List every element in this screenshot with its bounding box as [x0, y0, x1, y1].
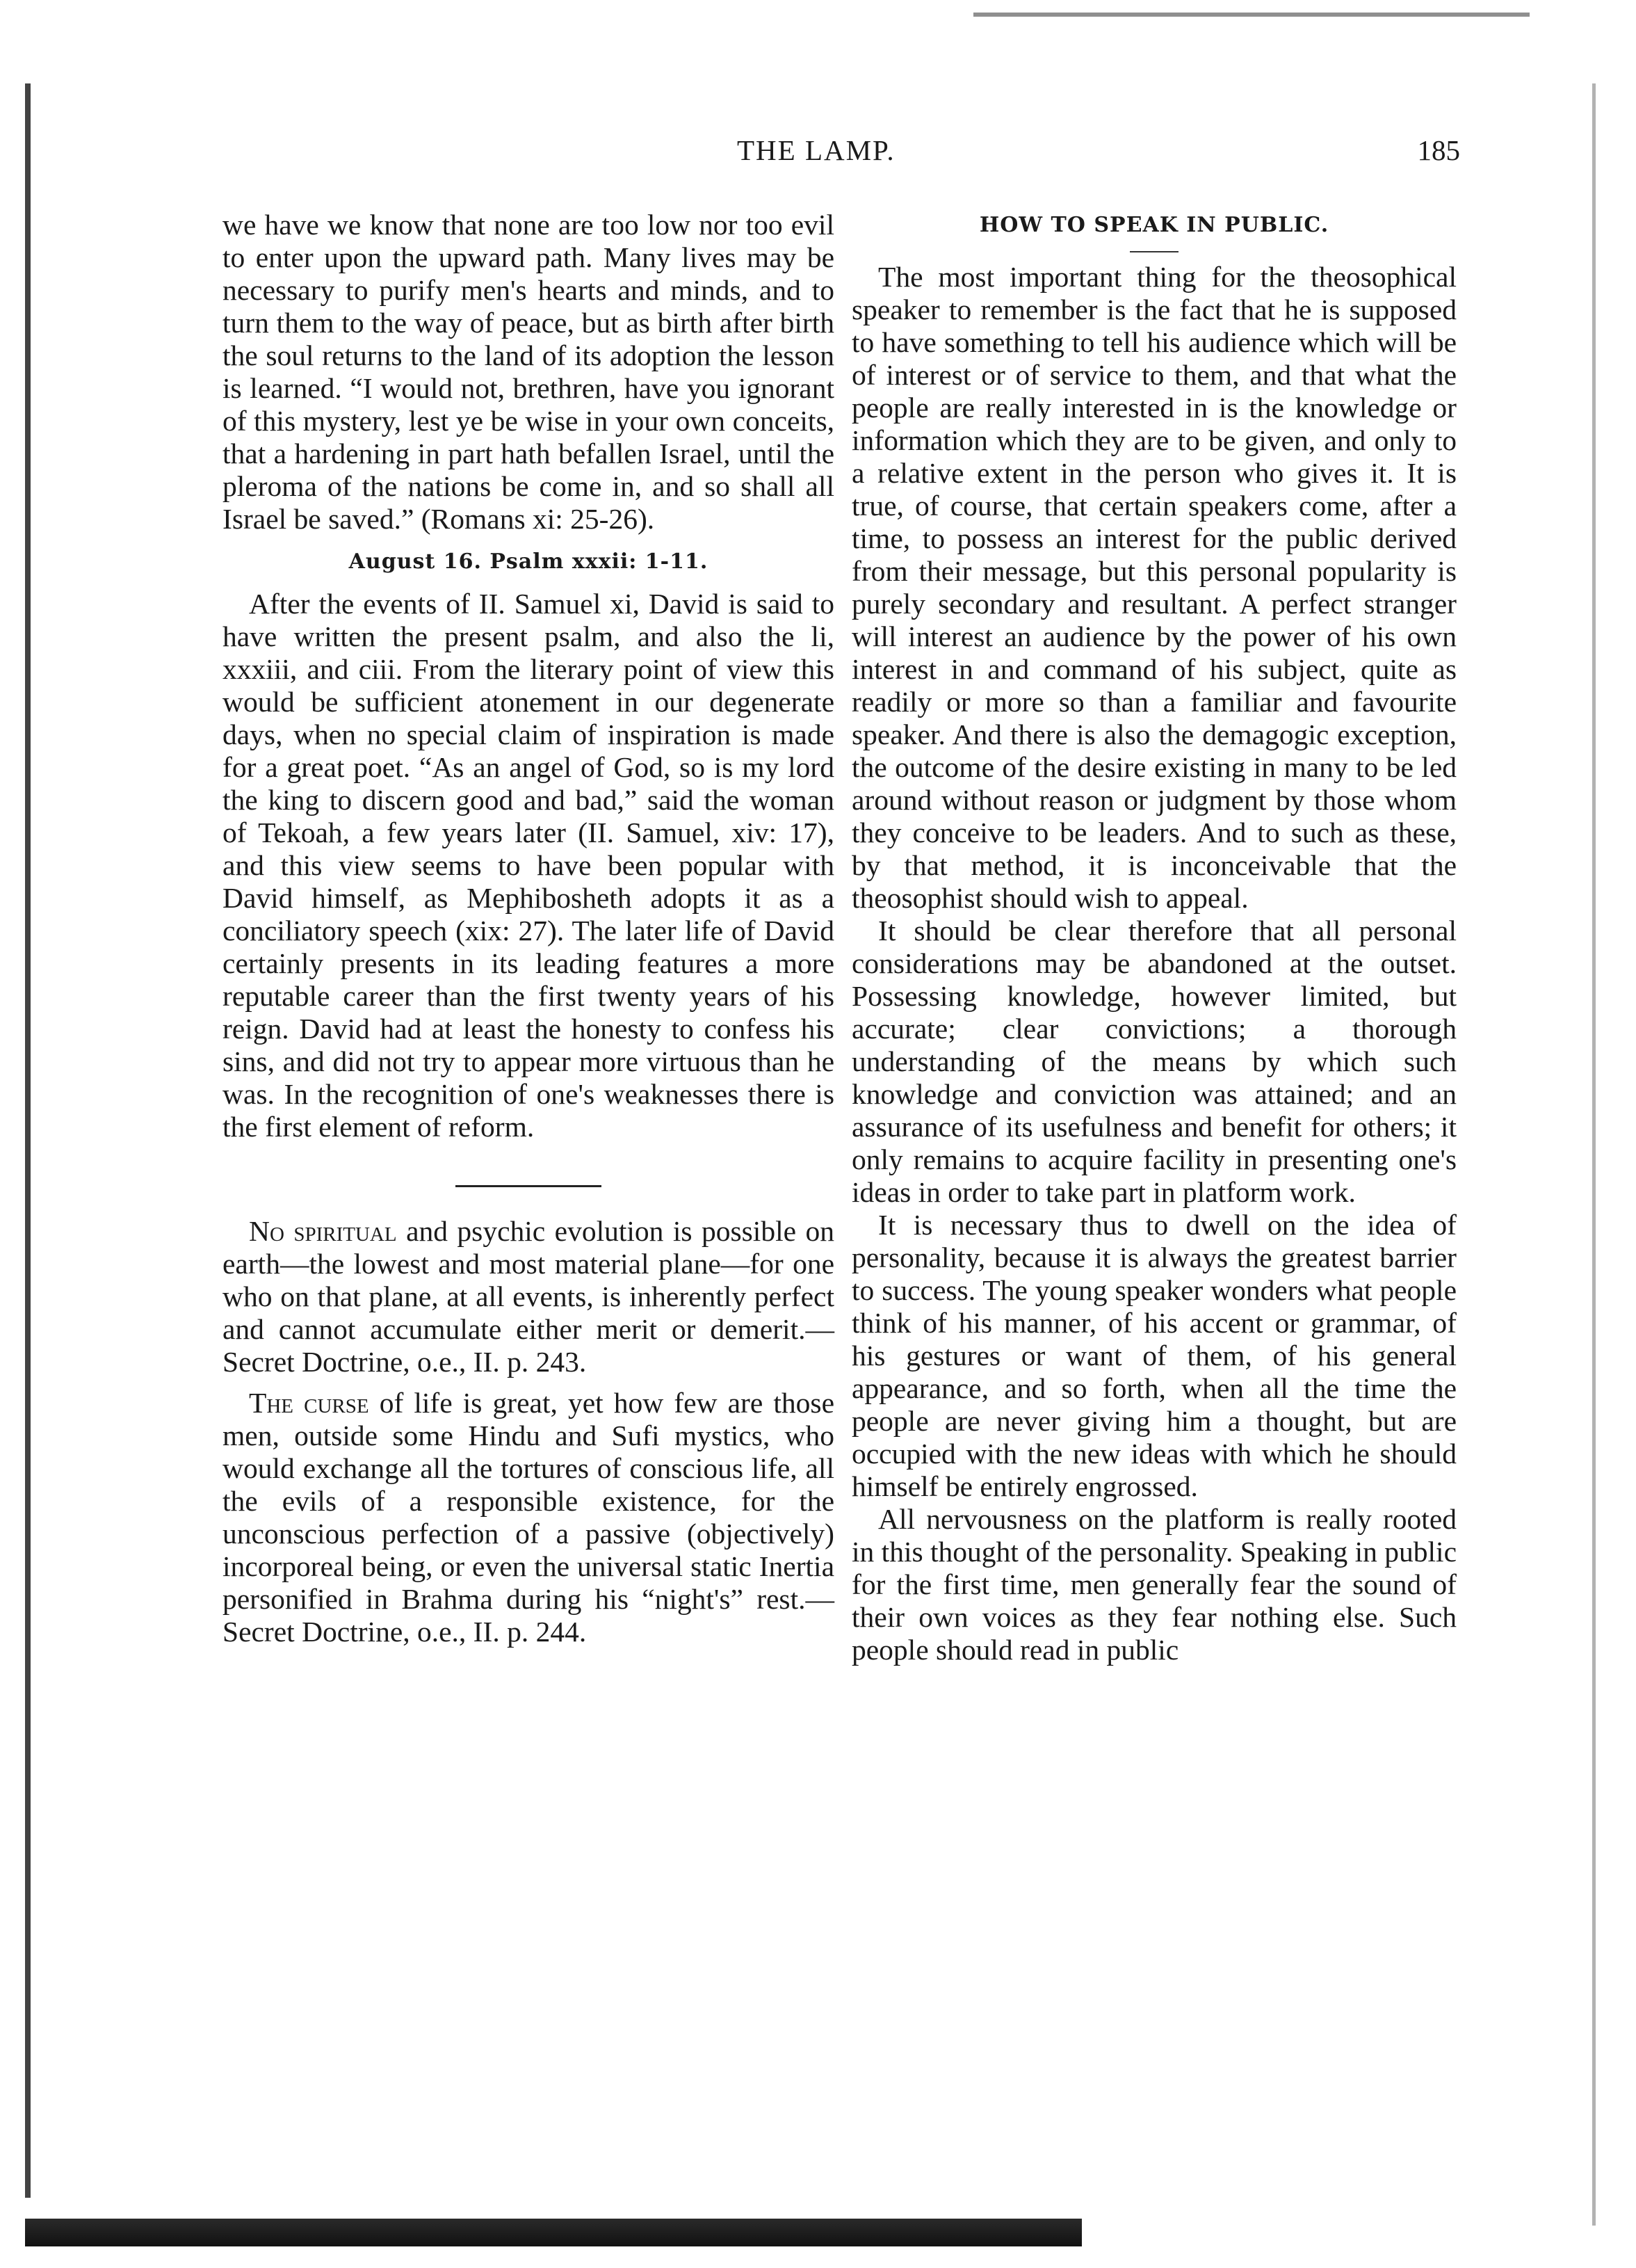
quote-lead: No spiritual — [249, 1215, 397, 1247]
quote-spiritual-evolution — [222, 1215, 834, 1378]
paragraph-continuation: we have we know that none are too low nor too evil to enter upon the upward path. Many lives may be necessary to purify men's hearts and minds, and to turn them to the way of peace, but as birth after birth the soul returns to the land of its adoption the lesson is learned. “I would not, brethren, have you ignorant of this mystery, lest ye be wise in your own conceits, that a hardening in part hath befallen Israel, until the pleroma of the nations be come in, and so shall all Israel be saved.” (Romans xi: 25-26). — [222, 209, 834, 535]
quote-body: of life is great, yet how few are those men, outside some Hindu and Sufi mystics, who would exchange all the tortures of conscious life, all the evils of a responsible existence, for the unconscious perfection of a passive (objectively) incorporeal being, or even the universal static Inertia personified in Brahma during his “night's” rest.—Secret Doctrine, o.e., II. p. 244. — [222, 1387, 834, 1648]
article-paragraph: All nervousness on the platform is really rooted in this thought of the personality. Speaking in public for the first time, men generally fear the sound of their own voices as they fear nothing else. Such people should read in public — [852, 1503, 1457, 1666]
paragraph-psalm: After the events of II. Samuel xi, David is said to have written the present psalm, and also the li, xxxiii, and ciii. From the literary point of view this would be sufficient atonement in our degenerate days, when no special claim of inspiration is made for a great poet. “As an angel of God, so is my lord the king to discern good and bad,” said the woman of Tekoah, a few years later (II. Samuel, xiv: 17), and this view seems to have been popular with David himself, as Mephibosheth adopts it as a conciliatory speech (xix: 27). The later life of David certainly presents in its leading features a more reputable career than the first twenty years of his reign. David had at least the honesty to confess his sins, and did not try to appear more virtuous than he was. In the recognition of one's weaknesses there is the first element of reform. — [222, 588, 834, 1143]
article-paragraph: It should be clear therefore that all personal considerations may be abandoned at the outset. Possessing knowledge, however limited, but accurate; clear convictions; a thorough understanding of the means by which such knowledge and conviction was attained; and an assurance of its usefulness and benefit for others; it only remains to acquire facility in presenting one's ideas in order to take part in platform work. — [852, 915, 1457, 1208]
right-column — [852, 209, 1457, 1666]
page-number: 185 — [1417, 134, 1460, 166]
article-paragraph: It is necessary thus to dwell on the idea of personality, because it is always the greatest barrier to success. The young speaker wonders what people think of his manner, of his accent or grammar, of his gestures or want of them, of his general appearance, and so forth, when all the time the people are never giving him a thought, but are occupied with the new ideas with which he should himself be entirely engrossed. — [852, 1209, 1457, 1502]
running-title: THE LAMP. — [737, 134, 896, 166]
quote-curse-of-life — [222, 1387, 834, 1648]
page-header — [209, 134, 1460, 175]
scan-edge-top — [973, 13, 1530, 17]
article-title: HOW TO SPEAK IN PUBLIC. — [979, 213, 1329, 237]
scan-edge-left — [25, 83, 31, 2198]
section-divider — [455, 1185, 601, 1187]
left-column — [222, 209, 834, 1648]
quote-lead: The curse — [249, 1387, 369, 1419]
quote-body: and psychic evolution is possible on earth—the lowest and most material plane—for one who on that plane, at all events, is inherently perfect and cannot accumulate either merit or demerit.—Secret Doctrine, o.e., II. p. 243. — [222, 1215, 834, 1378]
reading-heading: August 16. Psalm xxxii: 1-11. — [348, 549, 708, 574]
scan-edge-bottom — [25, 2219, 1082, 2246]
title-rule — [1130, 251, 1179, 252]
article-paragraph: The most important thing for the theosophical speaker to remember is the fact that he is supposed to have something to tell his audience which will be of interest or of service to them, and that what the people are really interested in is the knowledge or information which they are to be given, and only to a relative extent in the person who gives it. It is true, of course, that certain speakers come, after a time, to possess an interest for the public derived from their message, but this personal popularity is purely secondary and resultant. A perfect stranger will interest an audience by the power of his own interest in and command of his subject, quite as readily or more so than a familiar and favourite speaker. And there is also the demagogic exception, the outcome of the desire existing in many to be led around without reason or judgment by those whom they conceive to be leaders. And to such as these, by that method, it is inconceivable that the theosophist should wish to appeal. — [852, 261, 1457, 914]
scan-edge-right — [1592, 83, 1596, 2226]
